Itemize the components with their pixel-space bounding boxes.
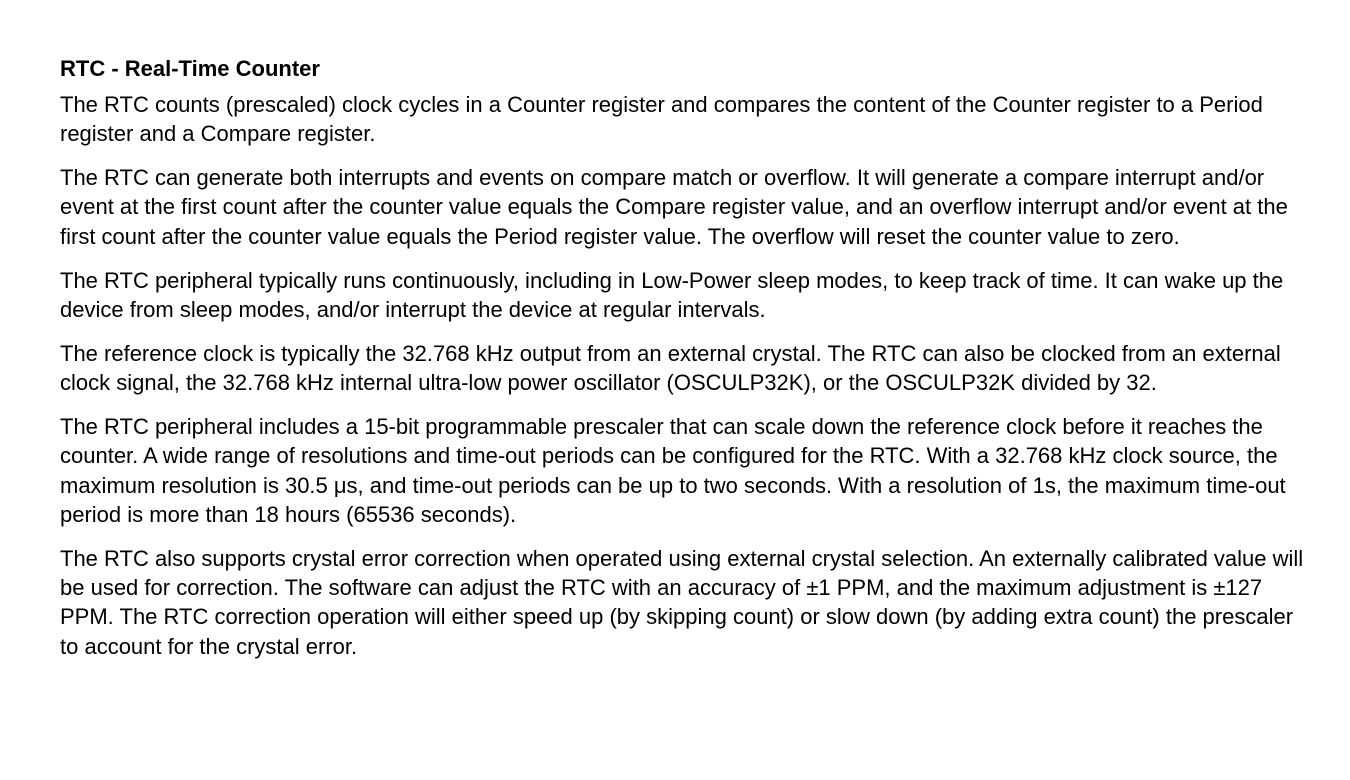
paragraph-interrupts-events: The RTC can generate both interrupts and events on compare match or overflow. It will generate a compare interrupt and/or event at the first count after the counter value equals the Compare register value, and an overflow interrupt and/or event at the first count after the counter value equals the Period register value. The overflow will reset the counter value to zero.	[60, 165, 1288, 249]
document-section	[60, 54, 1310, 676]
paragraph-prescaler: The RTC peripheral includes a 15-bit programmable prescaler that can scale down the reference clock before it reaches the counter. A wide range of resolutions and time-out periods can be configured for the RTC. With a 32.768 kHz clock source, the maximum resolution is 30.5 μs, and time-out periods can be up to two seconds. With a resolution of 1s, the maximum time-out period is more than 18 hours (65536 seconds).	[60, 414, 1286, 527]
paragraph-counter-overview: The RTC counts (prescaled) clock cycles in a Counter register and compares the content of the Counter register to a Period register and a Compare register.	[60, 92, 1263, 147]
paragraph-crystal-correction: The RTC also supports crystal error correction when operated using external crystal selection. An externally calibrated value will be used for correction. The software can adjust the RTC with an accuracy of ±1 PPM, and the maximum adjustment is ±127 PPM. The RTC correction operation will either speed up (by skipping count) or slow down (by adding extra count) the prescaler to account for the crystal error.	[60, 545, 1304, 659]
section-heading: RTC - Real-Time Counter	[60, 56, 320, 81]
paragraph-reference-clock: The reference clock is typically the 32.768 kHz output from an external crystal. The RTC can also be clocked from an external clock signal, the 32.768 kHz internal ultra-low power oscillator (OSCULP32K), or the OSCULP32K divided by 32.	[60, 340, 1281, 396]
paragraph-low-power: The RTC peripheral typically runs continuously, including in Low-Power sleep modes, to keep track of time. It can wake up the device from sleep modes, and/or interrupt the device at regular intervals.	[60, 267, 1284, 322]
